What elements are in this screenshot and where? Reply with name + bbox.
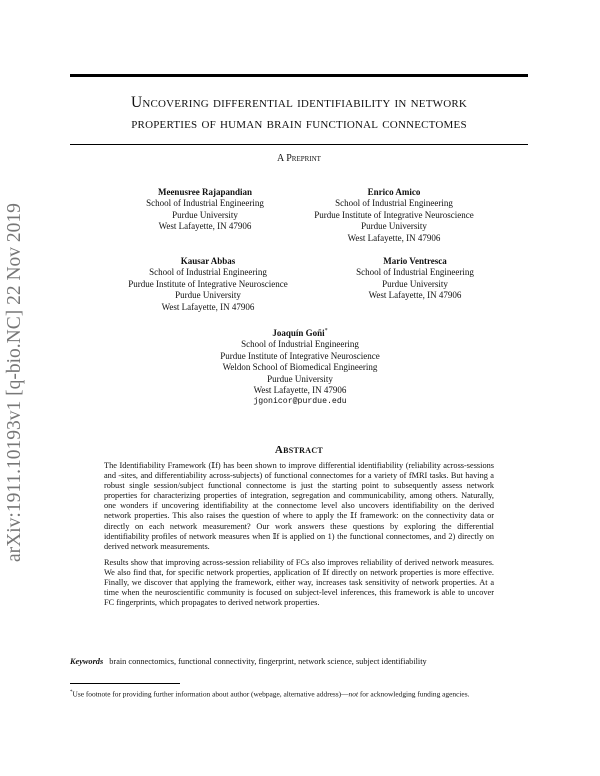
- abstract-paragraph-1: The Identifiability Framework (𝕀f) has been shown to improve differential identifiability (reliability across-sessions and -sites, and differentiability across-subjects) of functional connectomes for a variety of fMRI tasks. But having a robust single session/subject functional connectome is just the starting point to subsequently assess network properties for characterizing properties of integration, segregation and communicability, among others. Naturally, one wonders if uncovering identifiability at the connectome level also uncovers identifiability on the derived network properties. This also raises the question of where to apply the 𝕀f framework: on the connectivity data or directly on each network measurement? Our work answers these questions by exploring the differential identifiability profiles of network measures when 𝕀f is applied on 1) the functional connectomes, and 2) directly on derived network measurements.: [104, 461, 494, 551]
- title-line-1: Uncovering differential identifiability in network: [130, 94, 468, 111]
- author-affiliation-line: Purdue University: [382, 278, 448, 289]
- author-affiliation-line: Weldon School of Biomedical Engineering: [222, 362, 378, 373]
- title-line-2: properties of human brain functional connectomes: [131, 115, 467, 132]
- author-name: Meenusree Rajapandian: [157, 187, 253, 197]
- abstract-paragraph-2: Results show that improving across-session reliability of FCs also improves reliability of derived network measures. We also find that, for specific network properties, application of 𝕀f directly on network properties is more effective. Finally, we discover that applying the framework, either way, increases task sensitivity of network properties. At a time when the neuroscientific community is focused on subject-level inferences, this framework is able to uncover FC fingerprints, which propagates to derived network properties.: [104, 557, 494, 608]
- author-affiliation-line: School of Industrial Engineering: [356, 267, 474, 278]
- abstract-body: [104, 461, 494, 614]
- preprint-label: A Preprint: [277, 153, 321, 164]
- author-affiliation-line: School of Industrial Engineering: [149, 267, 267, 278]
- author-block-5: [200, 326, 400, 408]
- author-block-4: [330, 256, 500, 302]
- footnote-rule: [70, 683, 180, 684]
- footnote-emphasis: not: [348, 689, 358, 699]
- author-name: Mario Ventresca: [383, 256, 447, 266]
- author-affiliation-line: School of Industrial Engineering: [146, 198, 264, 209]
- title-bottom-rule: [70, 144, 528, 145]
- footnote: [70, 688, 528, 699]
- author-affiliation-line: Purdue University: [172, 209, 238, 220]
- author-block-1: [110, 187, 300, 233]
- author-block-2: [296, 187, 492, 244]
- author-affiliation-line: West Lafayette, IN 47906: [161, 301, 255, 312]
- author-affiliation-line: Purdue Institute of Integrative Neuroscience: [220, 350, 380, 361]
- author-footnote-mark: *: [324, 328, 328, 334]
- footnote-text-before: Use footnote for providing further information about author (webpage, alternative address)—: [72, 689, 349, 699]
- author-affiliation-line: School of Industrial Engineering: [241, 339, 359, 350]
- author-affiliation-line: Purdue University: [175, 290, 241, 301]
- author-affiliation-line: Purdue University: [267, 373, 333, 384]
- author-affiliation-line: Purdue University: [361, 221, 427, 232]
- author-name-row: [200, 326, 400, 339]
- author-name: Kausar Abbas: [180, 256, 236, 266]
- author-affiliation-line: School of Industrial Engineering: [335, 198, 453, 209]
- keywords-label: Keywords: [70, 657, 104, 666]
- keywords-text: brain connectomics, functional connectivity, fingerprint, network science, subject identifiability: [109, 657, 427, 666]
- author-name: Joaquín Goñi: [272, 328, 325, 338]
- author-affiliation-line: Purdue Institute of Integrative Neuroscience: [128, 278, 288, 289]
- author-affiliation-line: West Lafayette, IN 47906: [368, 290, 462, 301]
- paper-title: [70, 92, 528, 134]
- keywords-section: [70, 657, 528, 666]
- footnote-mark: *: [70, 690, 73, 695]
- author-affiliation-line: West Lafayette, IN 47906: [253, 385, 347, 396]
- author-affiliation-line: Purdue Institute of Integrative Neuroscience: [314, 209, 474, 220]
- author-email-link[interactable]: jgonicor@purdue.edu: [253, 397, 347, 407]
- author-affiliation-line: West Lafayette, IN 47906: [158, 221, 252, 232]
- author-name: Enrico Amico: [367, 187, 421, 197]
- title-top-rule: [70, 74, 528, 77]
- abstract-heading: Abstract: [274, 444, 324, 456]
- footnote-text-after: for acknowledging funding agencies.: [358, 689, 470, 699]
- arxiv-identifier: arXiv:1911.10193v1 [q-bio.NC] 22 Nov 2019: [4, 203, 25, 562]
- author-block-3: [110, 256, 306, 313]
- author-affiliation-line: West Lafayette, IN 47906: [347, 232, 441, 243]
